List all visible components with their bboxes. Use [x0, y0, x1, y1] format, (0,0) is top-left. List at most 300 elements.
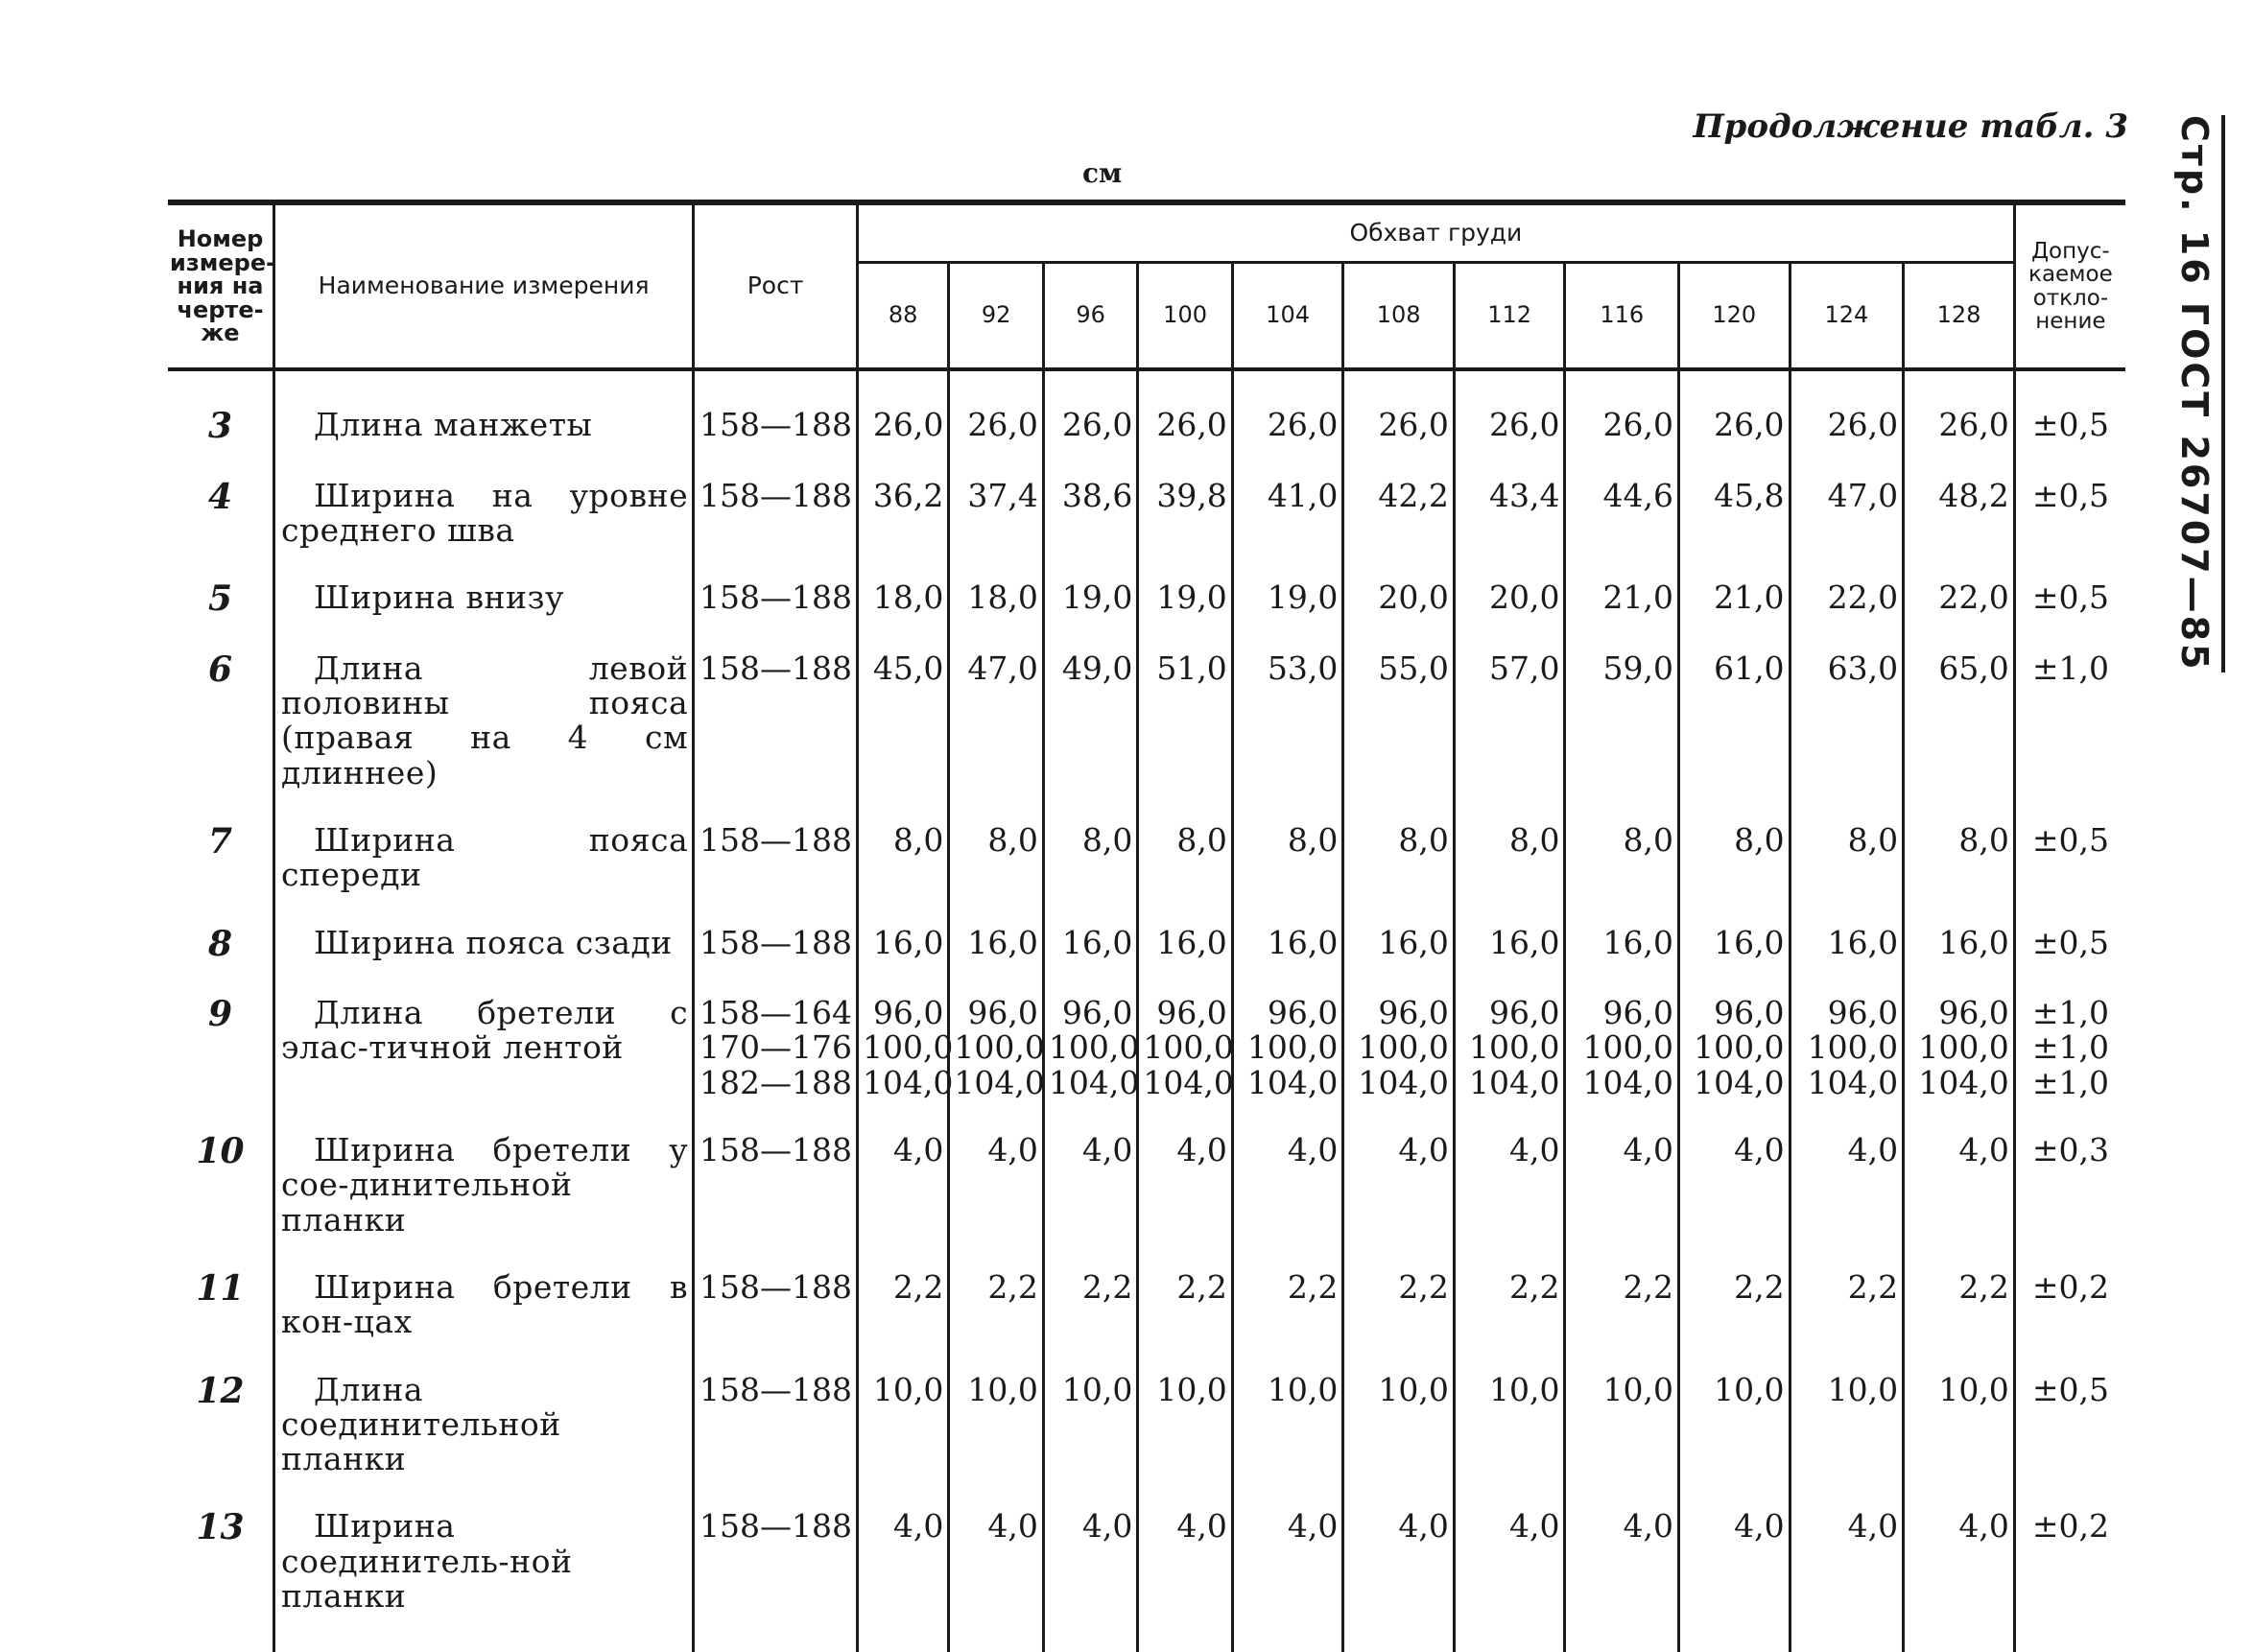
measurement-value: [1565, 1259, 1679, 1361]
measurement-name: [274, 984, 694, 1121]
measurement-value-line: 100,0: [1468, 1028, 1560, 1067]
measurement-name-text: Ширина бретели у сое-динительной планки: [281, 1131, 689, 1239]
measurement-value: [1679, 914, 1791, 985]
measurement-value: [1454, 812, 1565, 914]
measurement-value-line: 96,0: [872, 994, 944, 1032]
measurement-value-line: 8,0: [1734, 820, 1785, 859]
measurement-value-line: 61,0: [1714, 649, 1785, 687]
height-range-value: 158—188: [699, 578, 852, 617]
height-range-value: 158—188: [699, 476, 852, 514]
measurement-value-line: 16,0: [1061, 923, 1133, 961]
header-chest-size: 108: [1343, 263, 1455, 370]
measurement-name-text: Длина манжеты: [314, 406, 593, 443]
measurement-value: [1232, 984, 1343, 1121]
measurement-value-line: 45,8: [1714, 476, 1785, 514]
measurement-value: [1790, 914, 1904, 985]
measurement-value-line: 96,0: [1938, 994, 2009, 1032]
measurements-table: [168, 200, 2125, 1652]
measurement-value-line: 16,0: [1156, 923, 1227, 961]
measurement-value: [1454, 1498, 1565, 1652]
measurement-value-line: 8,0: [1847, 820, 1899, 859]
measurement-value: [1679, 1361, 1791, 1499]
measurement-value: [1454, 569, 1565, 640]
measurement-name-text: Ширина пояса спереди: [281, 820, 689, 894]
measurement-value-line: 26,0: [1938, 406, 2009, 443]
measurement-value-line: 21,0: [1602, 578, 1674, 617]
page-side-label: Стр. 16 ГОСТ 26707—85: [2173, 115, 2225, 673]
tolerance-value: ±0,2: [2031, 1507, 2109, 1546]
table-row: [168, 1121, 2125, 1259]
measurement-value: [1565, 984, 1679, 1121]
measurement-value-line: 57,0: [1488, 649, 1560, 687]
measurement-value-line: 16,0: [1378, 923, 1449, 961]
measurement-value: [1904, 1259, 2015, 1361]
height-range-value: 158—164: [699, 994, 852, 1032]
measurement-value: [1138, 640, 1232, 812]
measurement-value: [1790, 640, 1904, 812]
measurement-value-line: 104,0: [954, 1063, 1045, 1101]
measurement-value-line: 21,0: [1714, 578, 1785, 617]
measurement-value-line: 8,0: [1287, 820, 1339, 859]
measurement-value-line: 4,0: [1398, 1131, 1449, 1169]
measurement-value: [1043, 640, 1137, 812]
height-range-value: 158—188: [699, 1370, 852, 1408]
measurement-value-line: 41,0: [1267, 476, 1339, 514]
measurement-value-line: 16,0: [1267, 923, 1339, 961]
header-measurement-number: Номер измере-ния на черте-же: [168, 202, 274, 369]
measurement-value-line: 100,0: [1582, 1028, 1674, 1067]
header-chest-girth: Обхват груди: [857, 202, 2014, 263]
measurement-value-line: 19,0: [1061, 578, 1133, 617]
measurement-value: [1904, 640, 2015, 812]
measurement-value: [857, 1498, 948, 1652]
measurement-value-line: 19,0: [1267, 578, 1339, 617]
table-row: [168, 1361, 2125, 1499]
measurement-number: 13: [196, 1507, 245, 1548]
measurement-value-line: 53,0: [1267, 649, 1339, 687]
measurement-value-line: 10,0: [1714, 1370, 1785, 1408]
measurement-value: [1454, 984, 1565, 1121]
measurement-value-line: 104,0: [1143, 1063, 1234, 1101]
measurement-value: [1043, 569, 1137, 640]
measurement-value-line: 96,0: [1488, 994, 1560, 1032]
measurement-value-line: 4,0: [1287, 1507, 1339, 1546]
measurement-value: [949, 369, 1043, 467]
measurement-number: 8: [207, 923, 233, 964]
height-range-value: 158—188: [699, 1131, 852, 1169]
measurement-value-line: 10,0: [872, 1370, 944, 1408]
measurement-value-line: 8,0: [1081, 820, 1133, 859]
measurement-value: [1679, 467, 1791, 570]
measurement-value: [1454, 369, 1565, 467]
measurement-value: [1904, 914, 2015, 985]
measurement-value: [949, 984, 1043, 1121]
header-chest-size: 96: [1043, 263, 1137, 370]
height-range-value: 158—188: [699, 820, 852, 859]
measurement-value: [1565, 1498, 1679, 1652]
measurement-value-line: 96,0: [1378, 994, 1449, 1032]
measurement-value: [1904, 569, 2015, 640]
table-continuation-caption: Продолжение табл. 3: [1693, 107, 2128, 146]
measurement-value-line: 26,0: [1488, 406, 1560, 443]
height-range: [694, 1121, 858, 1259]
measurement-value: [857, 1361, 948, 1499]
header-chest-size: 92: [949, 263, 1043, 370]
measurement-value-line: 16,0: [967, 923, 1038, 961]
measurement-value: [1232, 569, 1343, 640]
measurement-value: [1790, 1121, 1904, 1259]
measurement-value: [1565, 467, 1679, 570]
height-range: [694, 984, 858, 1121]
height-range: [694, 369, 858, 467]
measurement-value-line: 4,0: [987, 1131, 1038, 1169]
measurement-value: [1138, 1121, 1232, 1259]
measurement-value-line: 37,4: [967, 476, 1038, 514]
measurement-value-line: 10,0: [1378, 1370, 1449, 1408]
measurement-value: [1138, 467, 1232, 570]
tolerance: [2014, 914, 2125, 985]
tolerance: [2014, 640, 2125, 812]
measurement-name-text: Длина соединительной планки: [281, 1370, 561, 1478]
header-tolerance: Допус-каемое откло-нение: [2014, 202, 2125, 369]
measurement-value-line: 51,0: [1156, 649, 1227, 687]
measurement-value-line: 2,2: [1847, 1267, 1899, 1306]
measurement-value: [1904, 369, 2015, 467]
measurement-value: [1232, 640, 1343, 812]
measurement-value-line: 100,0: [1694, 1028, 1785, 1067]
measurement-name: [274, 1361, 694, 1499]
measurement-value: [949, 569, 1043, 640]
height-range: [694, 812, 858, 914]
measurement-value-line: 104,0: [1468, 1063, 1560, 1101]
height-range: [694, 1361, 858, 1499]
measurement-value-line: 8,0: [1176, 820, 1227, 859]
tolerance: [2014, 812, 2125, 914]
measurement-value-line: 4,0: [1734, 1507, 1785, 1546]
measurement-value-line: 19,0: [1156, 578, 1227, 617]
tolerance-value: ±0,5: [2031, 406, 2109, 443]
measurement-value-line: 104,0: [1918, 1063, 2009, 1101]
table-row: [168, 1498, 2125, 1652]
height-range-value: 158—188: [699, 1507, 852, 1546]
measurement-value: [1232, 1259, 1343, 1361]
measurement-value: [857, 640, 948, 812]
height-range-value: 170—176: [699, 1028, 852, 1067]
height-range: [694, 569, 858, 640]
header-chest-size: 120: [1679, 263, 1791, 370]
measurement-number: 5: [207, 578, 233, 620]
tolerance-value: ±0,3: [2031, 1131, 2109, 1169]
measurement-value-line: 100,0: [1143, 1028, 1234, 1067]
measurement-value-line: 63,0: [1827, 649, 1899, 687]
measurement-value-line: 4,0: [1287, 1131, 1339, 1169]
measurement-value-line: 2,2: [1958, 1267, 2009, 1306]
tolerance: [2014, 467, 2125, 570]
measurement-value: [857, 467, 948, 570]
measurement-value: [1343, 1121, 1455, 1259]
measurement-value: [949, 914, 1043, 985]
measurement-value: [1343, 640, 1455, 812]
measurement-name: [274, 1498, 694, 1652]
measurement-value-line: 18,0: [967, 578, 1038, 617]
tolerance-value: ±0,5: [2031, 476, 2109, 514]
measurement-value-line: 2,2: [1508, 1267, 1560, 1306]
measurement-value-line: 10,0: [1061, 1370, 1133, 1408]
measurement-name: [274, 569, 694, 640]
table-row: [168, 569, 2125, 640]
measurement-value-line: 55,0: [1378, 649, 1449, 687]
tolerance: [2014, 369, 2125, 467]
measurement-value: [1904, 1361, 2015, 1499]
measurement-value: [1454, 1259, 1565, 1361]
measurement-value-line: 8,0: [1958, 820, 2009, 859]
measurement-name-text: Длина бретели с элас-тичной лентой: [281, 994, 689, 1067]
measurement-value: [1138, 812, 1232, 914]
measurement-value: [1043, 1259, 1137, 1361]
measurement-value-line: 104,0: [1048, 1063, 1140, 1101]
measurement-value-line: 36,2: [872, 476, 944, 514]
measurement-value-line: 59,0: [1602, 649, 1674, 687]
measurement-value: [1043, 914, 1137, 985]
measurement-value-line: 49,0: [1061, 649, 1133, 687]
header-chest-size: 128: [1904, 263, 2015, 370]
measurement-value: [1679, 984, 1791, 1121]
measurement-value-line: 2,2: [1176, 1267, 1227, 1306]
measurement-number: 11: [196, 1267, 245, 1309]
measurement-value: [949, 1121, 1043, 1259]
header-chest-size: 124: [1790, 263, 1904, 370]
measurement-value: [1565, 812, 1679, 914]
measurement-value-line: 96,0: [1061, 994, 1133, 1032]
measurement-value: [1790, 1361, 1904, 1499]
table-row: [168, 984, 2125, 1121]
measurement-value: [1565, 369, 1679, 467]
measurement-value-line: 4,0: [1623, 1131, 1674, 1169]
table-row: [168, 640, 2125, 812]
tolerance: [2014, 984, 2125, 1121]
table-row: [168, 369, 2125, 467]
measurement-value: [949, 640, 1043, 812]
measurement-value: [1343, 369, 1455, 467]
measurement-value-line: 8,0: [1398, 820, 1449, 859]
measurement-value-line: 4,0: [1847, 1131, 1899, 1169]
measurement-value: [1790, 812, 1904, 914]
table-body: [168, 369, 2125, 1652]
measurement-value: [1343, 914, 1455, 985]
measurement-value-line: 100,0: [954, 1028, 1045, 1067]
measurement-value-line: 22,0: [1938, 578, 2009, 617]
tolerance-value: ±1,0: [2031, 1028, 2109, 1067]
measurement-value: [1454, 914, 1565, 985]
measurement-value: [1343, 984, 1455, 1121]
measurement-value-line: 42,2: [1378, 476, 1449, 514]
measurement-value: [1043, 1498, 1137, 1652]
header-height: Рост: [694, 202, 858, 369]
measurement-value: [857, 569, 948, 640]
measurement-value: [1043, 1121, 1137, 1259]
measurement-value: [1565, 640, 1679, 812]
measurement-value: [1043, 984, 1140, 1121]
measurement-value: [1138, 1498, 1232, 1652]
measurement-value-line: 100,0: [862, 1028, 954, 1067]
measurement-value: [1138, 984, 1232, 1121]
table-header: [168, 202, 2125, 369]
measurement-value-line: 2,2: [1734, 1267, 1785, 1306]
measurement-value-line: 8,0: [892, 820, 944, 859]
measurement-value: [1790, 1498, 1904, 1652]
measurement-value: [857, 914, 948, 985]
measurement-value-line: 22,0: [1827, 578, 1899, 617]
measurement-value: [1043, 812, 1137, 914]
measurement-value-line: 20,0: [1378, 578, 1449, 617]
measurement-value: [1043, 369, 1137, 467]
measurement-value-line: 26,0: [1714, 406, 1785, 443]
measurement-value: [1232, 369, 1343, 467]
measurement-value-line: 104,0: [1246, 1063, 1339, 1101]
measurement-value-line: 100,0: [1358, 1028, 1449, 1067]
measurement-value: [1232, 812, 1343, 914]
measurement-value: [1790, 369, 1904, 467]
measurement-value: [1138, 1361, 1232, 1499]
measurement-value-line: 104,0: [862, 1063, 954, 1101]
measurement-name-text: Ширина бретели в кон-цах: [281, 1267, 689, 1341]
measurement-value-line: 4,0: [1958, 1131, 2009, 1169]
measurement-value: [1565, 569, 1679, 640]
tolerance-value: ±1,0: [2031, 649, 2109, 687]
measurement-value-line: 48,2: [1938, 476, 2009, 514]
measurement-value-line: 10,0: [1827, 1370, 1899, 1408]
measurement-value: [1904, 467, 2015, 570]
measurement-name-text: Ширина пояса сзади: [314, 923, 673, 961]
measurement-value: [1043, 467, 1137, 570]
measurement-value-line: 4,0: [1508, 1131, 1560, 1169]
measurement-name: [274, 1259, 694, 1361]
header-chest-size: 104: [1232, 263, 1343, 370]
measurement-value-line: 4,0: [1176, 1131, 1227, 1169]
measurement-value: [1679, 369, 1791, 467]
measurement-value-line: 47,0: [1827, 476, 1899, 514]
measurement-value-line: 4,0: [1623, 1507, 1674, 1546]
tolerance: [2014, 1361, 2125, 1499]
measurement-value-line: 16,0: [1827, 923, 1899, 961]
measurement-name: [274, 914, 694, 985]
measurement-value: [1790, 569, 1904, 640]
tolerance-value: ±0,5: [2031, 578, 2109, 617]
measurement-value-line: 26,0: [1602, 406, 1674, 443]
measurement-value: [1454, 1361, 1565, 1499]
measurement-value-line: 2,2: [1623, 1267, 1674, 1306]
measurement-value-line: 104,0: [1582, 1063, 1674, 1101]
measurement-value-line: 4,0: [1398, 1507, 1449, 1546]
measurement-value-line: 4,0: [1734, 1131, 1785, 1169]
measurement-value-line: 100,0: [1246, 1028, 1339, 1067]
tolerance: [2014, 1259, 2125, 1361]
measurement-name: [274, 812, 694, 914]
measurement-value: [857, 984, 954, 1121]
measurement-value-line: 10,0: [1156, 1370, 1227, 1408]
measurement-value: [949, 1361, 1043, 1499]
measurement-value-line: 47,0: [967, 649, 1038, 687]
measurement-value: [1679, 640, 1791, 812]
measurement-value-line: 8,0: [1623, 820, 1674, 859]
measurement-value: [1790, 984, 1904, 1121]
measurement-value: [1565, 914, 1679, 985]
measurement-value-line: 20,0: [1488, 578, 1560, 617]
tolerance: [2014, 569, 2125, 640]
measurement-number: 4: [207, 476, 233, 517]
measurement-value-line: 26,0: [872, 406, 944, 443]
measurement-value: [949, 812, 1043, 914]
measurement-value: [1904, 1121, 2015, 1259]
tolerance: [2014, 1498, 2125, 1652]
measurement-value-line: 16,0: [1714, 923, 1785, 961]
measurement-name-text: Длина левой половины пояса (правая на 4 см длиннее): [281, 649, 689, 791]
tolerance-value: ±0,5: [2031, 1370, 2109, 1408]
measurement-value: [1343, 569, 1455, 640]
height-range-value: 158—188: [699, 406, 852, 443]
header-chest-size: 112: [1454, 263, 1565, 370]
measurement-value-line: 16,0: [872, 923, 944, 961]
measurement-name-text: Ширина на уровне среднего шва: [281, 476, 689, 549]
measurement-value: [1454, 1121, 1565, 1259]
height-range-value: 158—188: [699, 1267, 852, 1306]
measurement-value: [1138, 914, 1232, 985]
height-range-value: 158—188: [699, 923, 852, 961]
measurement-value: [1565, 1121, 1679, 1259]
measurement-value-line: 96,0: [1267, 994, 1339, 1032]
measurement-value: [1343, 1498, 1455, 1652]
measurement-value: [949, 467, 1043, 570]
measurement-value-line: 4,0: [1958, 1507, 2009, 1546]
measurement-value: [949, 1498, 1043, 1652]
measurement-number: 12: [196, 1370, 245, 1411]
measurement-value-line: 96,0: [1602, 994, 1674, 1032]
measurement-value: [949, 1259, 1043, 1361]
table-row: [168, 1259, 2125, 1361]
measurement-value-line: 8,0: [1508, 820, 1560, 859]
measurement-value-line: 96,0: [1827, 994, 1899, 1032]
measurement-value-line: 39,8: [1156, 476, 1227, 514]
measurement-value-line: 2,2: [1287, 1267, 1339, 1306]
measurement-value: [1679, 812, 1791, 914]
measurement-value-line: 10,0: [967, 1370, 1038, 1408]
tolerance-value: ±1,0: [2031, 994, 2109, 1032]
measurement-value-line: 26,0: [1156, 406, 1227, 443]
measurement-value-line: 16,0: [1938, 923, 2009, 961]
measurement-value-line: 4,0: [1081, 1131, 1133, 1169]
measurement-value-line: 38,6: [1061, 476, 1133, 514]
height-range: [694, 640, 858, 812]
measurement-value: [1904, 984, 2015, 1121]
height-range-value: 158—188: [699, 649, 852, 687]
measurement-value: [1679, 569, 1791, 640]
measurement-value-line: 26,0: [1061, 406, 1133, 443]
tolerance-value: ±0,5: [2031, 820, 2109, 859]
measurement-value: [1790, 467, 1904, 570]
measurement-value: [1790, 1259, 1904, 1361]
measurement-value: [1043, 1361, 1137, 1499]
measurement-value-line: 10,0: [1938, 1370, 2009, 1408]
measurement-value: [1232, 1361, 1343, 1499]
measurement-value: [1232, 467, 1343, 570]
measurement-value: [1679, 1259, 1791, 1361]
measurement-value-line: 96,0: [1714, 994, 1785, 1032]
table-row: [168, 914, 2125, 985]
height-range-value: 182—188: [699, 1063, 852, 1101]
measurement-value-line: 100,0: [1918, 1028, 2009, 1067]
tolerance-value: ±0,5: [2031, 923, 2109, 961]
measurement-number: 9: [207, 994, 233, 1035]
